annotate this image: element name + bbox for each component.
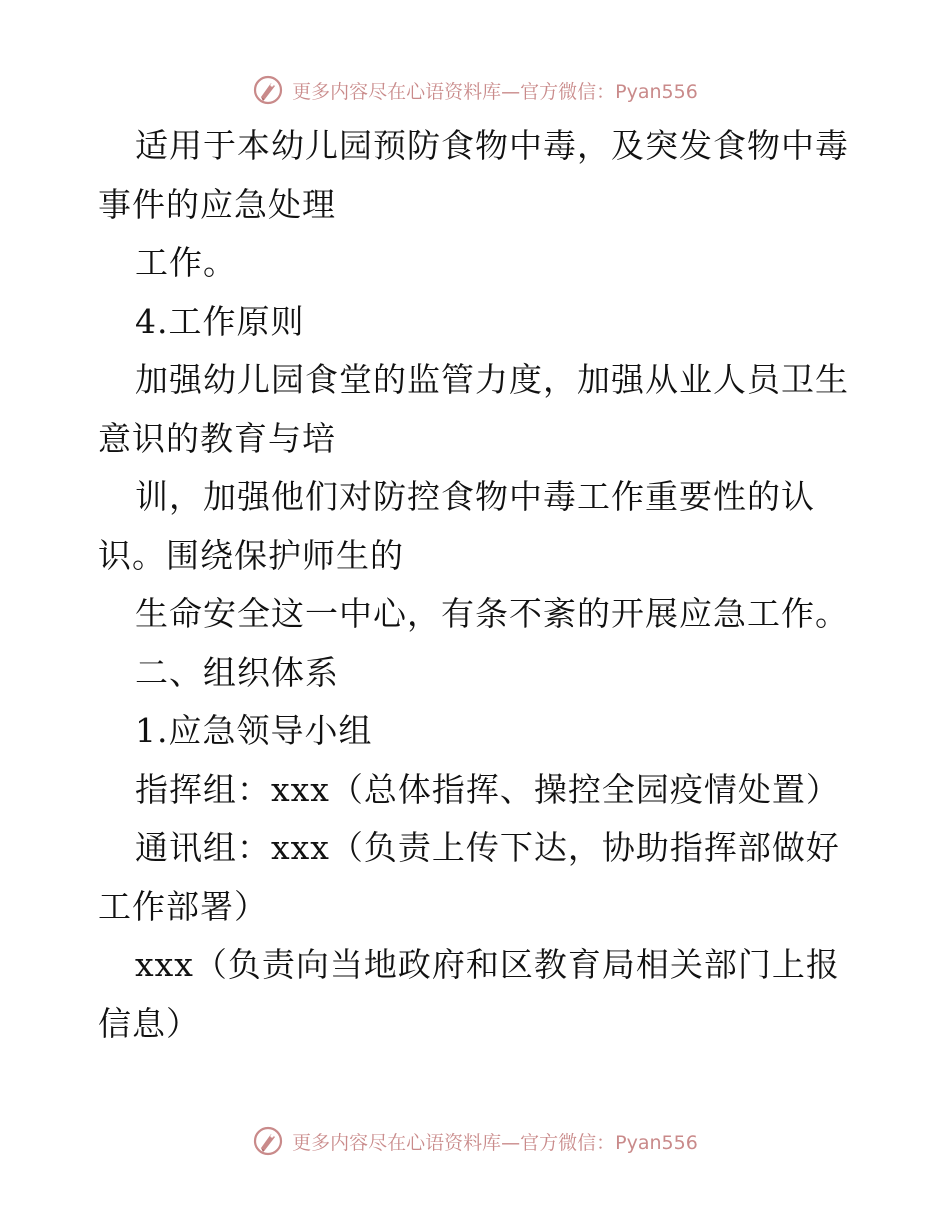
header-watermark-text: 更多内容尽在心语资料库—官方微信：Pyan556 (292, 80, 698, 103)
text-line: 信息） (98, 1003, 200, 1043)
text-line: 指挥组：xxx（总体指挥、操控全园疫情处置） (135, 769, 840, 809)
text-line: 识。围绕保护师生的 (98, 535, 404, 575)
text-line: 生命安全这一中心，有条不紊的开展应急工作。 (135, 594, 849, 633)
text-line: 加强幼儿园食堂的监管力度，加强从业人员卫生 (135, 360, 849, 399)
header-watermark (0, 70, 950, 110)
section-heading: 4.工作原则 (135, 301, 305, 341)
document-body (98, 117, 858, 1053)
text-line: 意识的教育与培 (98, 418, 336, 458)
text-line: 适用于本幼儿园预防食物中毒，及突发食物中毒 (135, 126, 849, 165)
text-line: 工作。 (135, 243, 237, 282)
text-line: 工作部署） (98, 886, 268, 926)
pen-nib-logo-icon (252, 1125, 284, 1157)
text-line: 训，加强他们对防控食物中毒工作重要性的认 (135, 477, 815, 516)
text-line: xxx（负责向当地政府和区教育局相关部门上报 (135, 945, 840, 984)
subsection-heading: 1.应急领导小组 (135, 711, 373, 750)
section-heading: 二、组织体系 (135, 652, 339, 692)
footer-watermark-text: 更多内容尽在心语资料库—官方微信：Pyan556 (292, 1131, 698, 1154)
pen-nib-logo-icon (252, 74, 284, 106)
text-line: 通讯组：xxx（负责上传下达，协助指挥部做好 (135, 828, 840, 867)
footer-watermark (0, 1121, 950, 1161)
text-line: 事件的应急处理 (98, 184, 336, 224)
